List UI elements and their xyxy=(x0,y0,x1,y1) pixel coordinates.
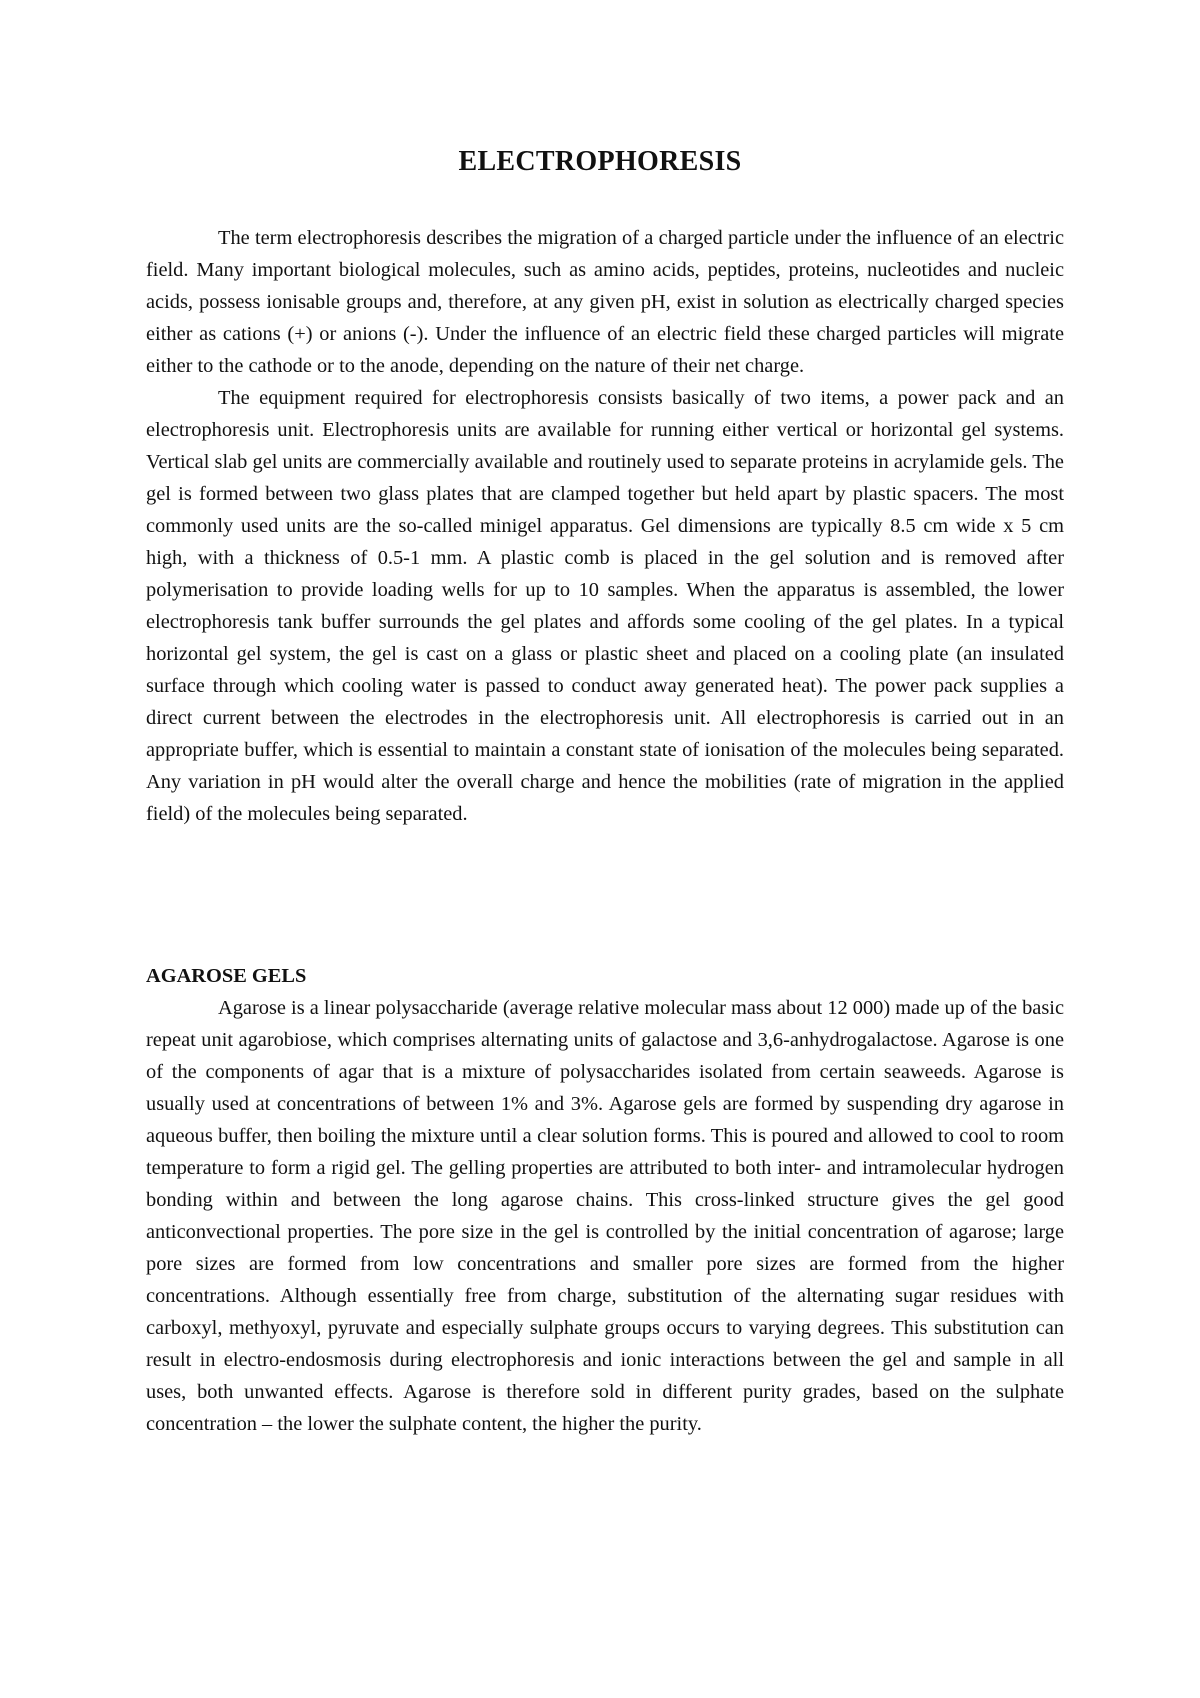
intro-paragraph-2: The equipment required for electrophoresis consists basically of two items, a power pack and an electrophoresis unit. Electrophoresis units are available for running either vertical or horizontal gel systems. Vertical slab gel units are commercially available and routinely used to separate proteins in acrylamide gels. The gel is formed between two glass plates that are clamped together but held apart by plastic spacers. The most commonly used units are the so-called minigel apparatus. Gel dimensions are typically 8.5 cm wide x 5 cm high, with a thickness of 0.5-1 mm. A plastic comb is placed in the gel solution and is removed after polymerisation to provide loading wells for up to 10 samples. When the apparatus is assembled, the lower electrophoresis tank buffer surrounds the gel plates and affords some cooling of the gel plates. In a typical horizontal gel system, the gel is cast on a glass or plastic sheet and placed on a cooling plate (an insulated surface through which cooling water is passed to conduct away generated heat). The power pack supplies a direct current between the electrodes in the electrophoresis unit. All electrophoresis is carried out in an appropriate buffer, which is essential to maintain a constant state of ionisation of the molecules being separated. Any variation in pH would alter the overall charge and hence the mobilities (rate of migration in the applied field) of the molecules being separated. xyxy=(146,387,1064,825)
agarose-paragraph: Agarose is a linear polysaccharide (average relative molecular mass about 12 000) made up of the basic repeat unit agarobiose, which comprises alternating units of galactose and 3,6-anhydrogalactose. Agarose is one of the components of agar that is a mixture of polysaccharides isolated from certain seaweeds. Agarose is usually used at concentrations of between 1% and 3%. Agarose gels are formed by suspending dry agarose in aqueous buffer, then boiling the mixture until a clear solution forms. This is poured and allowed to cool to room temperature to form a rigid gel. The gelling properties are attributed to both inter- and intramolecular hydrogen bonding within and between the long agarose chains. This cross-linked structure gives the gel good anticonvectional properties. The pore size in the gel is controlled by the initial concentration of agarose; large pore sizes are formed from low concentrations and smaller pore sizes are formed from the higher concentrations. Although essentially free from charge, substitution of the alternating sugar residues with carboxyl, methyoxyl, pyruvate and especially sulphate groups occurs to varying degrees. This substitution can result in electro-endosmosis during electrophoresis and ionic interactions between the gel and sample in all uses, both unwanted effects. Agarose is therefore sold in different purity grades, based on the sulphate concentration – the lower the sulphate content, the higher the purity. xyxy=(146,997,1064,1435)
agarose-section xyxy=(146,992,1064,1440)
section-heading-agarose-gels: AGAROSE GELS xyxy=(146,965,307,987)
intro-section xyxy=(146,222,1064,830)
page-title: ELECTROPHORESIS xyxy=(458,146,742,177)
intro-paragraph-1: The term electrophoresis describes the migration of a charged particle under the influence of an electric field. Many important biological molecules, such as amino acids, peptides, proteins, nucleotides and nucleic acids, possess ionisable groups and, therefore, at any given pH, exist in solution as electrically charged species either as cations (+) or anions (-). Under the influence of an electric field these charged particles will migrate either to the cathode or to the anode, depending on the nature of their net charge. xyxy=(146,227,1064,377)
